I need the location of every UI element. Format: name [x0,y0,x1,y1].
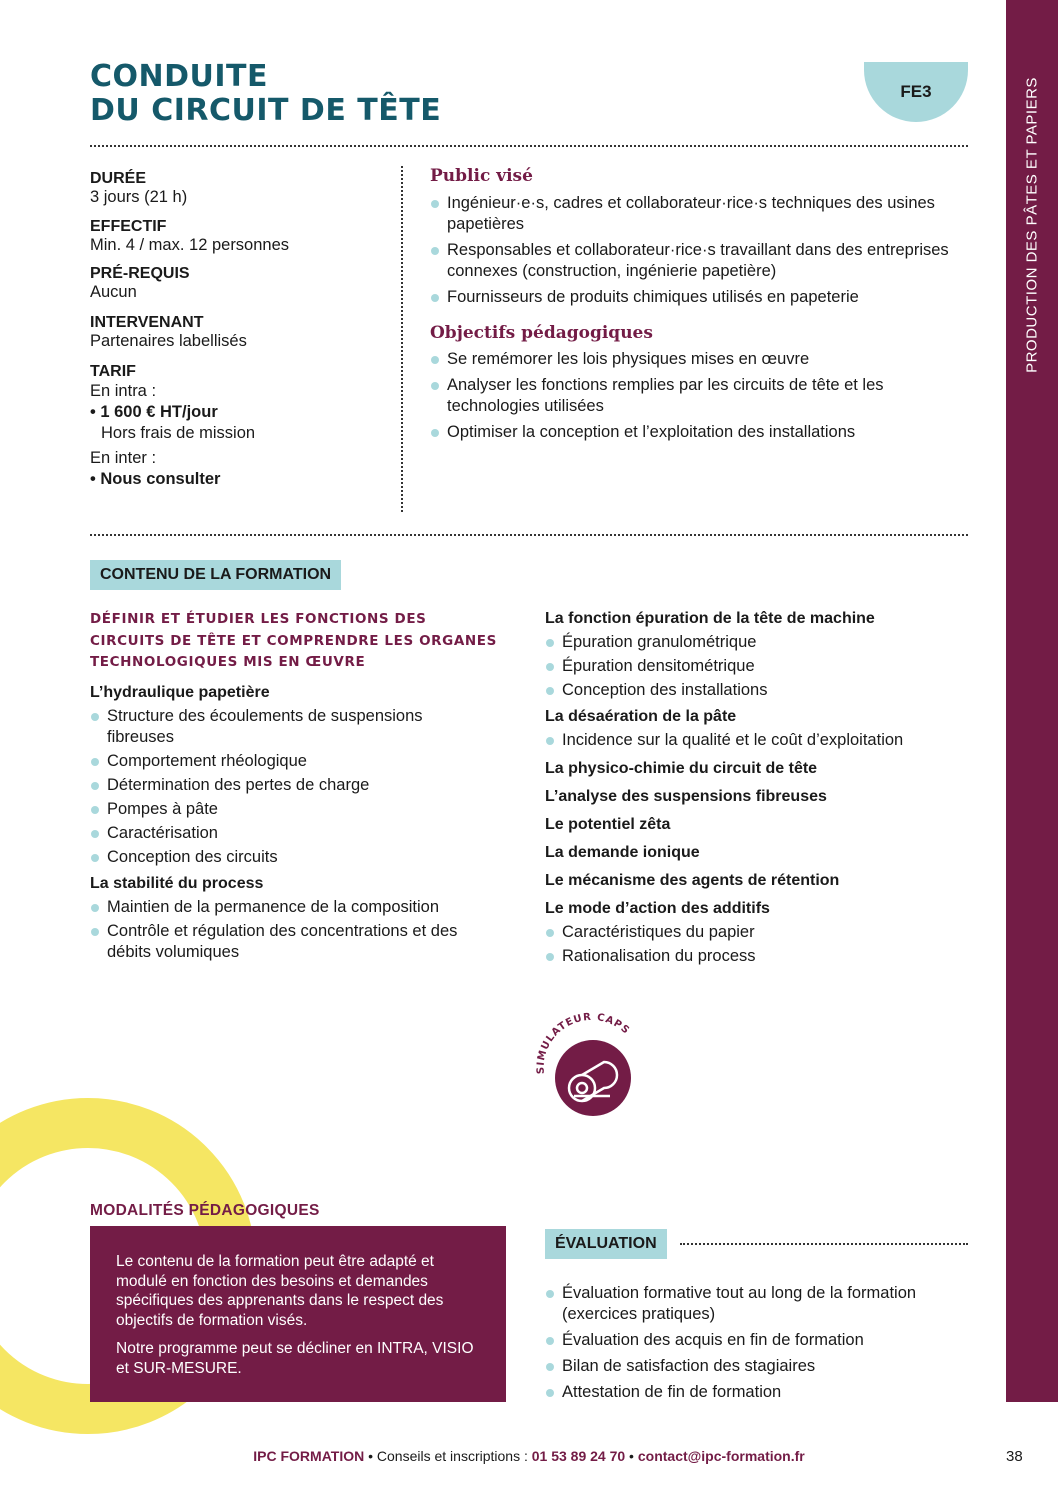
info-panel [90,170,390,490]
list-item: Conception des circuits [90,847,490,868]
list-item: Conception des installations [545,680,985,701]
epuration-list [545,632,985,701]
list-item: Pompes à pâte [90,799,490,820]
objectifs-heading: Objectifs pédagogiques [430,323,653,343]
contenu-left-column [90,609,520,966]
objectifs-list [430,349,950,443]
additifs-list [545,922,985,967]
public-list [430,193,950,308]
retention-title: Le mécanisme des agents de rétention [545,872,840,889]
list-item: Épuration granulométrique [545,632,985,653]
list-item: Bilan de satisfaction des stagiaires [545,1356,945,1377]
modalites-paragraph-2: Notre programme peut se décliner en INTRA, VISIO et SUR-MESURE. [116,1340,474,1377]
footer-brand: IPC FORMATION [253,1448,365,1464]
contenu-right-column [545,610,985,970]
public-section [430,166,950,448]
section-label: PRODUCTION DES PÂTES ET PAPIERS [1023,77,1041,373]
footer [0,1448,1058,1464]
effectif-label: EFFECTIF [90,218,167,235]
footer-email-link[interactable]: contact@ipc-formation.fr [637,1448,805,1464]
contenu-tag: CONTENU DE LA FORMATION [90,560,341,590]
hydraulique-list [90,706,490,868]
list-item: Structure des écoulements de suspensions fibreuses [90,706,490,748]
footer-separator: • Conseils et inscriptions : [364,1448,532,1464]
list-item: Évaluation formative tout au long de la formation (exercices pratiques) [545,1283,945,1325]
list-item: Maintien de la permanence de la composition [90,897,490,918]
heading-line: DÉFINIR ET ÉTUDIER LES FONCTIONS DES [90,611,427,627]
desaeration-list [545,730,985,751]
tarif-inter: En inter : [90,449,157,467]
page-title [90,60,441,128]
evaluation-list [545,1283,945,1408]
list-item: Caractérisation [90,823,490,844]
duree-label: DURÉE [90,170,147,187]
modalites-box [90,1226,506,1402]
list-item: Évaluation des acquis en fin de formation [545,1330,945,1351]
public-heading: Public visé [430,166,533,186]
list-item: Contrôle et régulation des concentrations et des débits volumiques [90,921,490,963]
divider-evaluation [680,1243,968,1245]
list-item: Rationalisation du process [545,946,985,967]
heading-line: TECHNOLOGIQUES MIS EN ŒUVRE [90,654,366,670]
divider-vertical [401,166,403,512]
course-code-badge: FE3 [864,62,968,122]
heading-line: CIRCUITS DE TÊTE ET COMPRENDRE LES ORGANES [90,632,497,649]
list-item: Épuration densitométrique [545,656,985,677]
intervenant-value: Partenaires labellisés [90,332,247,350]
additifs-title: Le mode d’action des additifs [545,900,770,917]
list-item: Responsables et collaborateur·rice·s travaillant dans des entreprises connexes (construction, ingénierie papetière) [430,240,950,282]
list-item: Ingénieur·e·s, cadres et collaborateur·rice·s techniques des usines papetières [430,193,950,235]
list-item: Analyser les fonctions remplies par les circuits de tête et les technologies utilisées [430,375,950,417]
prerequis-label: PRÉ-REQUIS [90,265,190,282]
effectif-value: Min. 4 / max. 12 personnes [90,236,290,254]
list-item: Caractéristiques du papier [545,922,985,943]
list-item: Comportement rhéologique [90,751,490,772]
intervenant-label: INTERVENANT [90,314,204,331]
tarif-intra-price: • 1 600 € HT/jour [90,403,218,421]
hydraulique-title: L’hydraulique papetière [90,683,270,701]
tarif-intra: En intra : [90,382,157,400]
epuration-title: La fonction épuration de la tête de machine [545,610,875,627]
page-number: 38 [1006,1448,1023,1465]
divider-middle [90,534,968,536]
title-line-1: CONDUITE [90,59,269,94]
list-item: Fournisseurs de produits chimiques utilisés en papeterie [430,287,950,308]
stabilite-list [90,897,490,963]
list-item: Détermination des pertes de charge [90,775,490,796]
physico-title: La physico-chimie du circuit de tête [545,760,818,777]
footer-phone[interactable]: 01 53 89 24 70 [531,1448,626,1464]
badge-text: SIMULATEUR CAPS [535,1012,632,1075]
analyse-title: L’analyse des suspensions fibreuses [545,788,827,805]
title-line-2: DU CIRCUIT DE TÊTE [90,93,442,128]
evaluation-tag: ÉVALUATION [545,1229,667,1259]
zeta-title: Le potentiel zêta [545,816,671,833]
list-item: Se remémorer les lois physiques mises en œuvre [430,349,950,370]
modalites-heading: MODALITÉS PÉDAGOGIQUES [90,1202,320,1219]
prerequis-value: Aucun [90,283,137,301]
simulator-badge-icon [530,1012,650,1122]
tarif-inter-value: • Nous consulter [90,470,221,488]
list-item: Incidence sur la qualité et le coût d’exploitation [545,730,985,751]
list-item: Attestation de fin de formation [545,1382,945,1403]
ionique-title: La demande ionique [545,844,700,861]
modalites-paragraph-1: Le contenu de la formation peut être adapté et modulé en fonction des besoins et demandes spécifiques des apprenants dans le respect des objectifs de formation visés. [116,1253,444,1329]
tarif-intra-note: Hors frais de mission [101,424,256,442]
desaeration-title: La désaération de la pâte [545,708,737,725]
contenu-main-heading [90,609,520,674]
list-item: Optimiser la conception et l’exploitation des installations [430,422,950,443]
duree-value: 3 jours (21 h) [90,188,188,206]
stabilite-title: La stabilité du process [90,874,264,892]
footer-separator: • [625,1448,638,1464]
tarif-label: TARIF [90,363,136,380]
divider-top [90,145,968,147]
